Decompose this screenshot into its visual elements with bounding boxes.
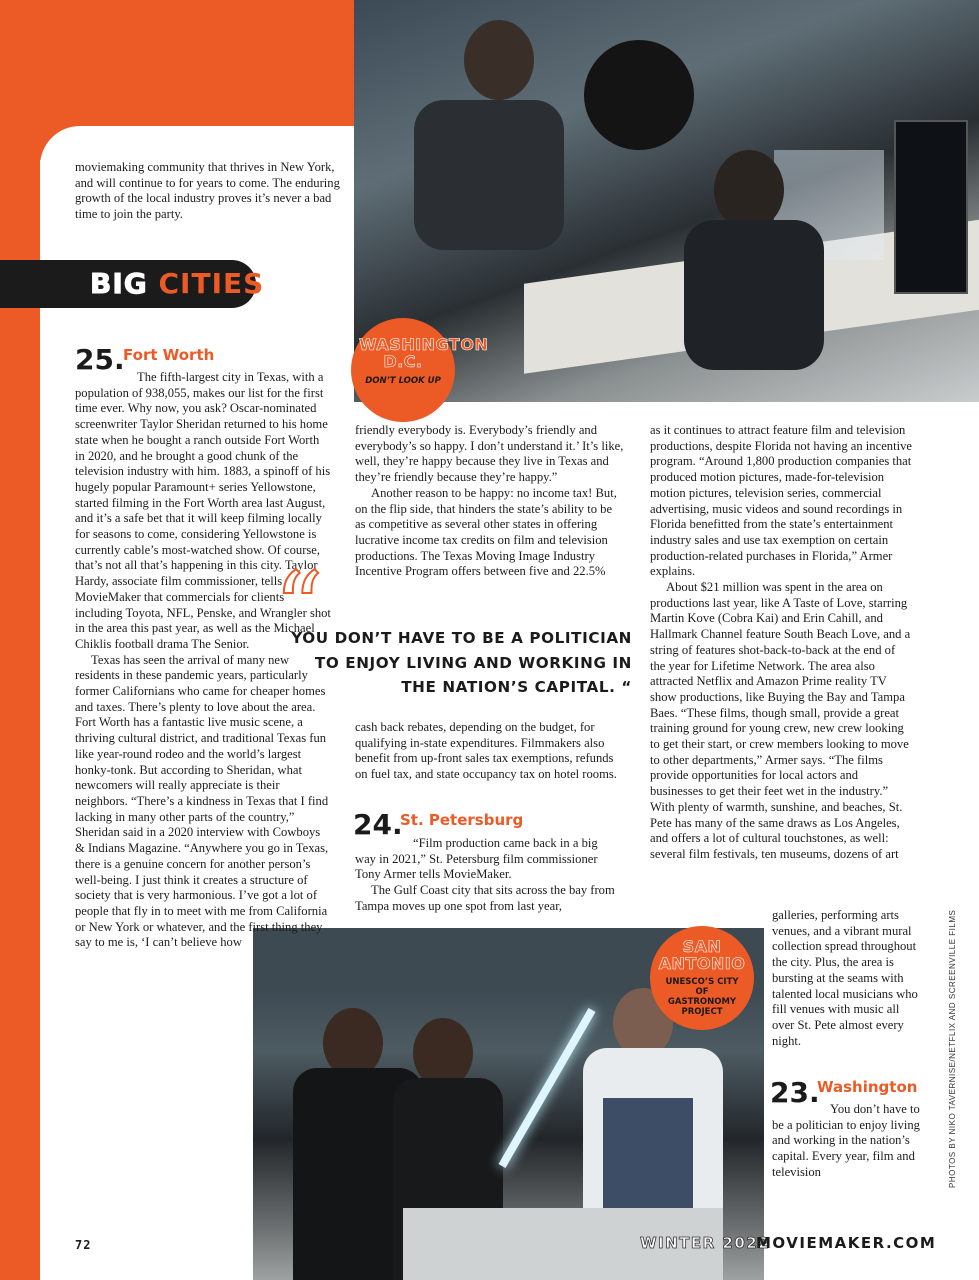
article-paragraph: as it continues to attract feature film and television productions, despite Florida not having an incentive program. “Around 1,800 production companies that produced motion pictures, made-for-television motion pictures, television series, commercial advertising, music videos and sound recordings in Florida benefitted from the state’s entertainment industry sales and use tax exemption on certain production-related purchases in Florida,” Armer explains. — [650, 423, 912, 579]
photo-credit: PHOTOS BY NIKO TAVERNISE/NETFLIX AND SCREENVILLE FILMS — [948, 909, 957, 1188]
rank-number: 24. — [353, 808, 403, 841]
section-banner-title — [90, 264, 264, 304]
badge-washington-dc — [351, 318, 489, 422]
article-paragraph: The Gulf Coast city that sits across the bay from Tampa moves up one spot from last year, — [355, 883, 615, 913]
column-3-top — [650, 423, 912, 863]
badge-city-name: WASHINGTON D.C. — [359, 335, 489, 371]
photo-technician-body — [684, 220, 824, 370]
rank-city-name: Washington — [817, 1078, 918, 1096]
site-name: MOVIEMAKER.COM — [756, 1234, 937, 1252]
badge-city-name: SAN ANTONIO — [658, 937, 746, 973]
rank-city-name: St. Petersburg — [400, 811, 524, 829]
photo-light-tube — [499, 1008, 596, 1168]
photo-technician-head — [714, 150, 784, 230]
column-2-top — [355, 423, 625, 580]
article-paragraph: The fifth-largest city in Texas, with a population of 938,055, makes our list for the first time ever. Why now, you ask? Oscar-nominated screenwriter Taylor Sheridan returned to his home state when he bought a ranch outside Fort Worth in 2020, and he brought a good chunk of the television industry with him. 1883, a spinoff of his hugely popular Paramount+ series Yellowstone, started filming in the Fort Worth area last August, and it’s a safe bet that it will keep filming locally for seasons to come, considering Yellowstone is currently cable’s most-watched show. Of course, that’s not all that’s happening in this city. Taylor Hardy, associate film commissioner, tells MovieMaker that commercials for clients including Toyota, NFL, Penske, and Wrangler shot in the area this past year, as well as the Michael Chiklis football drama The Senior. — [75, 370, 331, 651]
banner-word-big: BIG — [90, 267, 148, 300]
badge-caption: UNESCO’S CITY OF GASTRONOMY PROJECT — [665, 977, 739, 1017]
article-paragraph: cash back rebates, depending on the budget, for qualifying in-state expenditures. Filmmakers also benefit from up-front sales tax exemptions, refunds on fuel tax, and state occupancy tax on hotel rooms. — [355, 720, 617, 782]
rank-number: 23. — [770, 1076, 820, 1109]
photo-operator-head — [464, 20, 534, 100]
badge-san-antonio — [650, 926, 754, 1030]
article-paragraph: Another reason to be happy: no income tax! But, on the flip side, that hinders the state’s ability to be as competitive as several other states in offering lucrative income tax credits on film and television productions. The Texas Moving Image Industry Incentive Program offers between five and 22.5% — [355, 485, 617, 579]
column-3-bottom — [772, 908, 922, 1049]
column-2-bottom — [355, 720, 617, 783]
pull-quote-mark: “ — [274, 552, 324, 664]
article-paragraph: friendly everybody is. Everybody’s friendly and everybody’s so happy. I don’t understand it.’ It’s like, well, they’re happy because they live in Texas and they’re friendly because they’re happy.” — [355, 423, 624, 485]
orange-side-strip — [0, 0, 40, 1280]
st-petersburg-article — [355, 836, 621, 915]
photo-operator-body — [414, 100, 564, 250]
article-paragraph: Texas has seen the arrival of many new residents in these pandemic years, particularly former Californians who came for cheaper homes and taxes. There’s plenty to love about the area. Fort Worth has a fantastic live music scene, a thriving cultural district, and traditional Texas fun like year-round rodeo and the world’s largest honky-tonk. But according to Sheridan, what newcomers will really appreciate is their neighbors. “There’s a kindness in Texas that I find lacking in many other parts of the country,” Sheridan said in a 2020 interview with Cowboys & Indians Magazine. “Anywhere you go in Texas, there is a genuine concern for another person’s well-being. I just think it creates a structure of society that is very harmonious. I’ve got a lot of people that fly in to meet with me from California or New York or whatever, and the first thing they say to me is, ‘I can’t believe how — [75, 652, 329, 950]
photo-camera-lens — [584, 40, 694, 150]
article-paragraph: “Film production came back in a big way in 2021,” St. Petersburg film commissioner Tony Armer tells MovieMaker. — [355, 836, 598, 882]
article-paragraph: You don’t have to be a politician to enjoy living and working in the nation’s capital. Every year, film and television — [772, 1102, 920, 1179]
article-paragraph: About $21 million was spent in the area on productions last year, like A Taste of Love, starring Martin Kove (Cobra Kai) and Erin Cahill, and Hallmark Channel feature South Beach Love, and a string of features shot-back-to-back at the end of the year for Lifetime Network. The area also attracted Netflix and Amazon Prime reality TV show productions, like Buying the Bay and Tampa Baes. “These films, though small, provide a great training ground for young crew, new crew looking to get their start, or crew members looking to move to other departments,” Armer says. “The films provide opportunities for local actors and businesses to get their feet wet in the industry.” With plenty of warmth, sunshine, and beaches, St. Pete has many of the same draws as Los Angeles, and offers a lot of cultural touchstones, as well: several film festivals, ten museums, dozens of art — [650, 580, 911, 861]
rank-city-name: Fort Worth — [123, 346, 215, 364]
rank-number: 25. — [75, 343, 125, 376]
badge-caption: DON’T LOOK UP — [365, 376, 441, 386]
issue-label: WINTER 2022 — [640, 1234, 771, 1252]
washington-article — [772, 1102, 922, 1181]
intro-paragraph: moviemaking community that thrives in New York, and will continue to for years to come. The enduring growth of the local industry proves it’s never a bad time to join the party. — [75, 160, 340, 222]
banner-word-cities: CITIES — [158, 267, 265, 300]
page-number: 72 — [75, 1238, 92, 1252]
article-paragraph: galleries, performing arts venues, and a vibrant mural collection spread throughout the city. Plus, the area is bursting at the seams with talented local musicians who fill venues with music all over St. Pete almost every night. — [772, 908, 918, 1048]
photo-monitor — [894, 120, 968, 294]
pull-quote: YOU DON’T HAVE TO BE A POLITICIAN TO ENJOY LIVING AND WORKING IN THE NATION’S CAPITAL. “ — [291, 629, 632, 696]
